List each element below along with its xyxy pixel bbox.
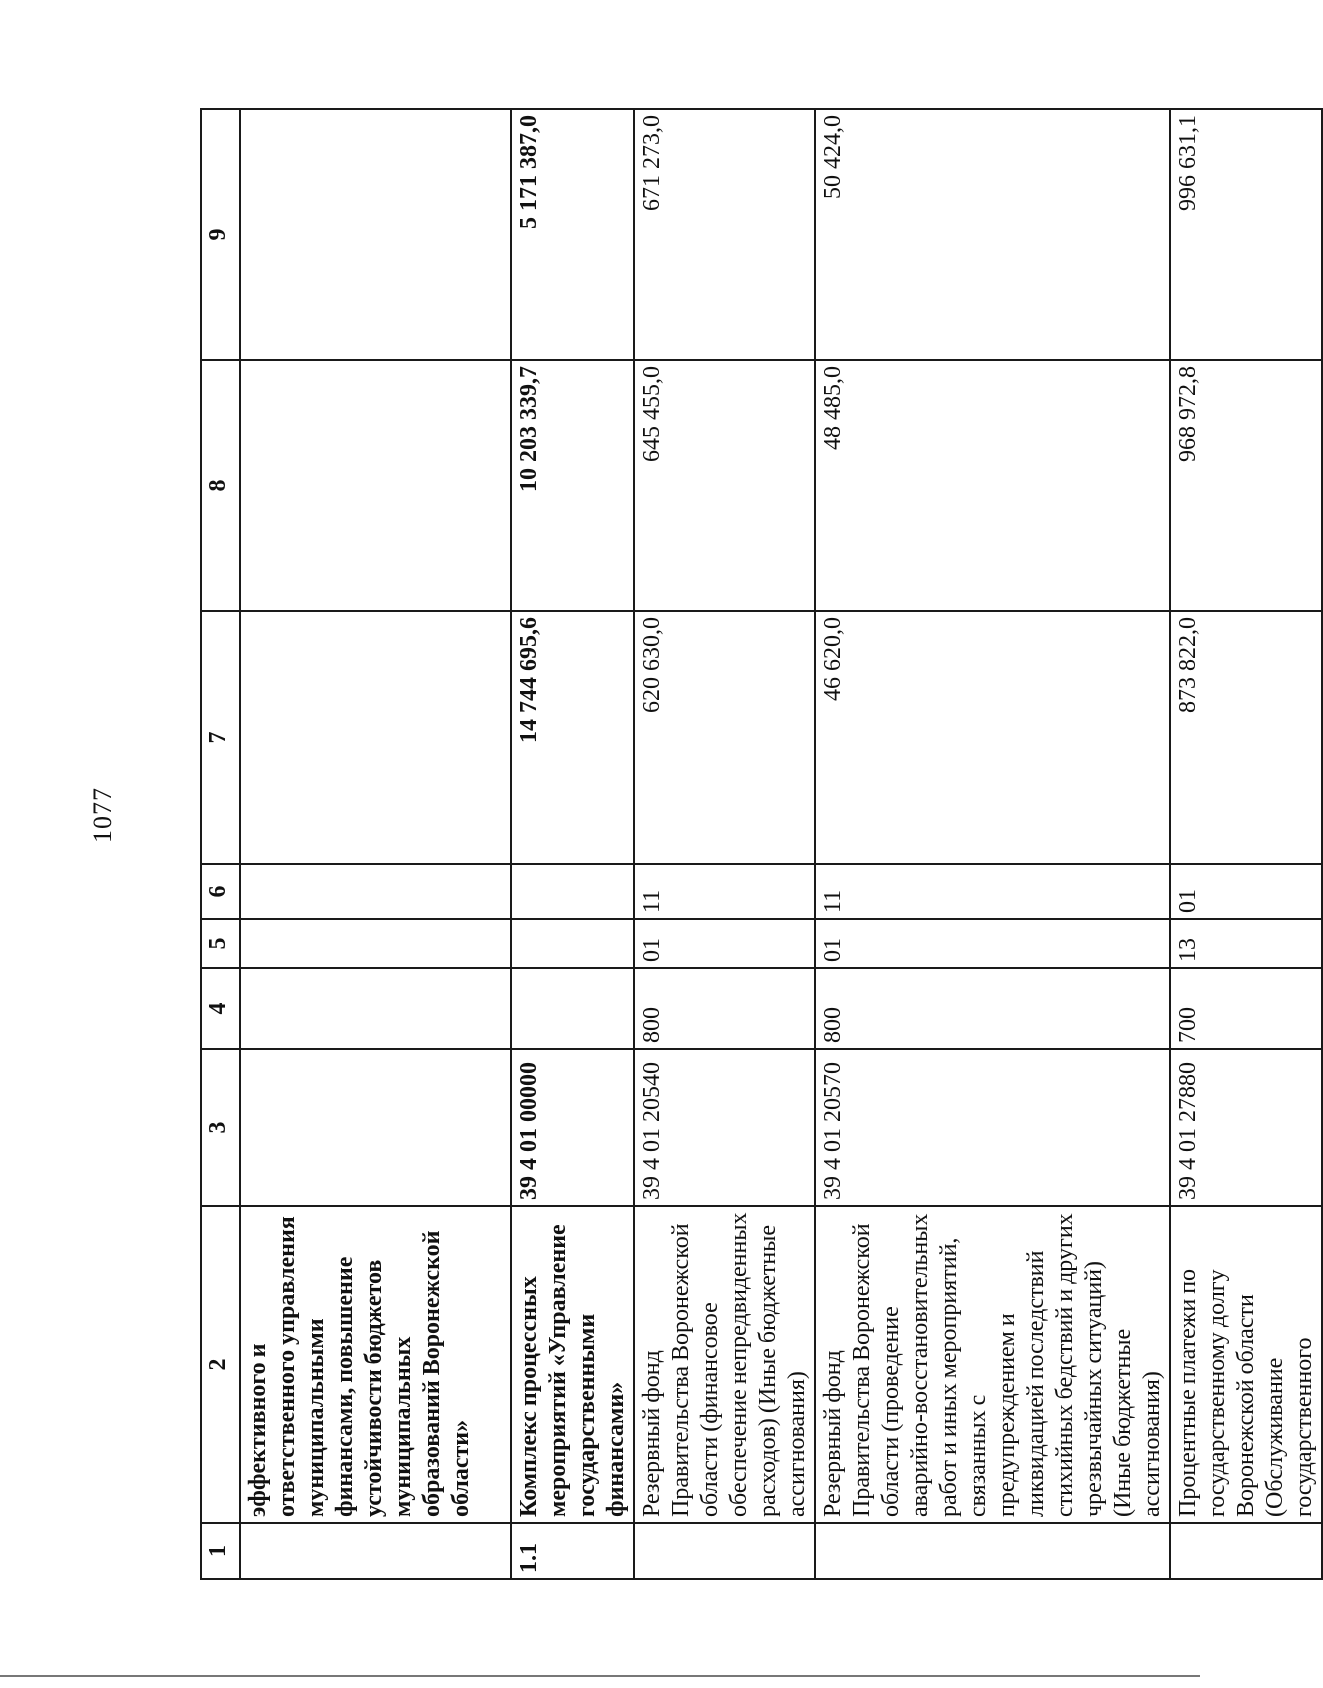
description-cell: Резервный фонд Правительства Воронежской области (проведение аварийно-восстановительных работ и иных мероприятий, связанных с предупреждением и ликвидацией последствий стихийных бедствий и других чрезвычайных ситуаций) (Иные бюджетные ассигнования): [815, 1206, 1170, 1523]
table-row: [634, 109, 815, 1579]
amount-col-8-cell: 10 203 339,7: [511, 360, 634, 611]
table-row: [511, 109, 634, 1579]
page-number: 1077: [88, 787, 117, 843]
header-col-7: 7: [201, 611, 240, 864]
subsection-cell: 11: [634, 864, 815, 919]
table-row: [1170, 109, 1322, 1579]
amount-col-9-cell: 671 273,0: [634, 109, 815, 360]
expense-type-cell: 800: [634, 968, 815, 1049]
target-code-cell: 39 4 01 20540: [634, 1049, 815, 1206]
amount-col-7-cell: 873 822,0: [1170, 611, 1322, 864]
header-col-5: 5: [201, 919, 240, 968]
scan-bottom-edge: [0, 1675, 1200, 1677]
subsection-cell: 01: [1170, 864, 1322, 919]
subsection-cell: 11: [815, 864, 1170, 919]
amount-col-8-cell: 645 455,0: [634, 360, 815, 611]
target-code-cell: 39 4 01 00000: [511, 1049, 634, 1206]
header-col-4: 4: [201, 968, 240, 1049]
description-cell: Резервный фонд Правительства Воронежской области (финансовое обеспечение непредвиденных расходов) (Иные бюджетные ассигнования): [634, 1206, 815, 1523]
expense-type-cell: [240, 968, 511, 1049]
table-row: [240, 109, 511, 1579]
amount-col-8-cell: 968 972,8: [1170, 360, 1322, 611]
expense-type-cell: 800: [815, 968, 1170, 1049]
header-col-2: 2: [201, 1206, 240, 1523]
row-number-cell: [1170, 1523, 1322, 1579]
section-cell: 01: [815, 919, 1170, 968]
header-col-8: 8: [201, 360, 240, 611]
section-cell: 01: [634, 919, 815, 968]
rotated-table-container: [200, 110, 1317, 1580]
amount-col-9-cell: 50 424,0: [815, 109, 1170, 360]
target-code-cell: 39 4 01 20570: [815, 1049, 1170, 1206]
target-code-cell: 39 4 01 27880: [1170, 1049, 1322, 1206]
expense-type-cell: 700: [1170, 968, 1322, 1049]
amount-col-7-cell: [240, 611, 511, 864]
row-number-cell: [240, 1523, 511, 1579]
subsection-cell: [511, 864, 634, 919]
target-code-cell: [240, 1049, 511, 1206]
amount-col-7-cell: 620 630,0: [634, 611, 815, 864]
row-number-cell: 1.1: [511, 1523, 634, 1579]
amount-col-8-cell: 48 485,0: [815, 360, 1170, 611]
section-cell: [240, 919, 511, 968]
amount-col-9-cell: [240, 109, 511, 360]
table-row: [815, 109, 1170, 1579]
amount-col-9-cell: 996 631,1: [1170, 109, 1322, 360]
amount-col-9-cell: 5 171 387,0: [511, 109, 634, 360]
budget-table: [200, 108, 1323, 1580]
description-cell: эффективного и ответственного управления муниципальными финансами, повышение устойчивости бюджетов муниципальных образований Воронежской области»: [240, 1206, 511, 1523]
amount-col-7-cell: 46 620,0: [815, 611, 1170, 864]
header-col-6: 6: [201, 864, 240, 919]
table-header-row: [201, 109, 240, 1579]
row-number-cell: [634, 1523, 815, 1579]
header-col-1: 1: [201, 1523, 240, 1579]
amount-col-8-cell: [240, 360, 511, 611]
section-cell: 13: [1170, 919, 1322, 968]
header-col-9: 9: [201, 109, 240, 360]
header-col-3: 3: [201, 1049, 240, 1206]
row-number-cell: [815, 1523, 1170, 1579]
subsection-cell: [240, 864, 511, 919]
description-cell: Комплекс процессных мероприятий «Управление государственными финансами»: [511, 1206, 634, 1523]
amount-col-7-cell: 14 744 695,6: [511, 611, 634, 864]
section-cell: [511, 919, 634, 968]
expense-type-cell: [511, 968, 634, 1049]
description-cell: Процентные платежи по государственному долгу Воронежской области (Обслуживание государственного: [1170, 1206, 1322, 1523]
